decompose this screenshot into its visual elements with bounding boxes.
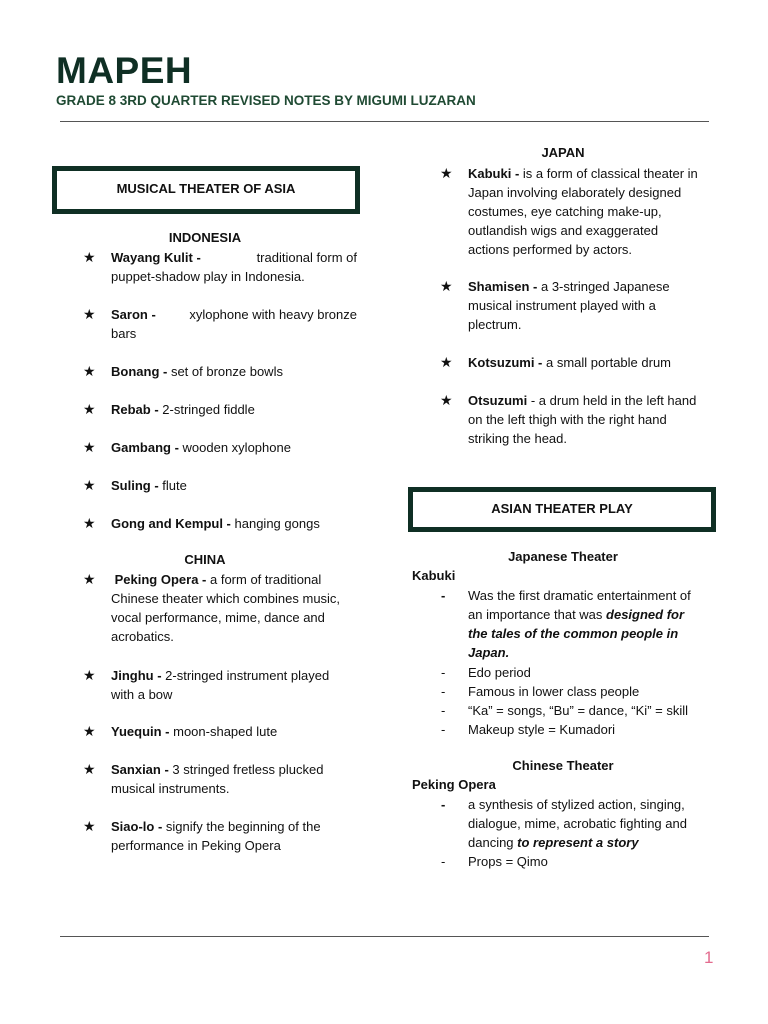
item-term: Otsuzumi [468, 393, 528, 408]
item-text: striking the head. [468, 431, 568, 446]
item-text: set of bronze bowls [170, 364, 283, 379]
star-icon: ★ [83, 249, 96, 265]
star-icon: ★ [83, 401, 96, 417]
item-text: Props = Qimo [468, 854, 548, 869]
chinese-theater-heading: Chinese Theater [512, 758, 614, 773]
page-subtitle: GRADE 8 3RD QUARTER REVISED NOTES BY MIGUMI LUZARAN [56, 93, 476, 108]
item-text: hanging gongs [234, 516, 320, 531]
item-text: plectrum. [468, 317, 522, 332]
item-term: Gong and Kempul - [111, 516, 231, 531]
item-text: actions performed by actors. [468, 242, 633, 257]
list-item [440, 391, 697, 448]
list-item [440, 353, 672, 372]
section-box-title: MUSICAL THEATER OF ASIA [116, 181, 296, 196]
item-term: Yuequin - [111, 724, 170, 739]
item-text: 2-stringed fiddle [162, 402, 255, 417]
item-term: Rebab - [111, 402, 159, 417]
item-text: an importance that was [468, 607, 603, 622]
item-term: Saron - [111, 307, 156, 322]
list-item [83, 438, 291, 457]
item-text: a small portable drum [546, 355, 672, 370]
item-term: Sanxian - [111, 762, 169, 777]
japan-heading: JAPAN [541, 145, 585, 160]
item-text: on the left thigh with the right hand [468, 412, 667, 427]
star-icon: ★ [440, 278, 453, 294]
item-text: moon-shaped lute [173, 724, 278, 739]
item-term: Wayang Kulit - [111, 250, 201, 265]
item-text: xylophone with heavy bronze [189, 307, 357, 322]
list-item [440, 277, 670, 334]
item-term: Kotsuzumi - [468, 355, 543, 370]
dash-bullet: - [441, 854, 446, 869]
list-item [441, 663, 531, 682]
list-item [83, 476, 187, 495]
star-icon: ★ [83, 306, 96, 322]
item-text: vocal performance, mime, dance and [111, 610, 325, 625]
list-item [441, 720, 616, 739]
list-item [440, 164, 698, 259]
item-text: dialogue, mime, acrobatic fighting and [468, 816, 687, 831]
item-emphasis: to represent a story [517, 835, 639, 850]
item-term: Kabuki - [468, 166, 520, 181]
item-emphasis: the tales of the common people in [468, 626, 679, 641]
list-item [83, 722, 278, 741]
list-item [83, 760, 324, 798]
item-text: a synthesis of stylized action, singing, [468, 797, 685, 812]
dash-bullet: - [441, 703, 446, 718]
kabuki-subheading: Kabuki [412, 568, 456, 583]
item-term: Bonang - [111, 364, 168, 379]
japanese-theater-heading: Japanese Theater [508, 549, 618, 564]
item-text: Chinese theater which combines music, [111, 591, 341, 606]
item-term: Shamisen - [468, 279, 538, 294]
item-term: Jinghu - [111, 668, 162, 683]
item-text: performance in Peking Opera [111, 838, 281, 853]
star-icon: ★ [440, 392, 453, 408]
item-text: 3 stringed fretless plucked [172, 762, 324, 777]
section-box-asian-theater [408, 487, 716, 532]
star-icon: ★ [83, 818, 96, 834]
list-item [83, 666, 330, 704]
indonesia-heading: INDONESIA [168, 230, 242, 245]
item-text: 2-stringed instrument played [165, 668, 330, 683]
item-text: wooden xylophone [182, 440, 291, 455]
china-heading: CHINA [184, 552, 226, 567]
star-icon: ★ [83, 667, 96, 683]
item-term: Suling - [111, 478, 159, 493]
item-text: musical instruments. [111, 781, 230, 796]
item-text: with a bow [111, 687, 173, 702]
item-text: costumes, eye catching make-up, [468, 204, 662, 219]
item-text: bars [111, 326, 137, 341]
item-text: is a form of classical theater in [522, 166, 698, 181]
item-text: Japan involving elaborately designed [468, 185, 682, 200]
list-item [441, 682, 640, 701]
item-text: signify the beginning of the [165, 819, 321, 834]
item-text: musical instrument played with a [468, 298, 656, 313]
item-term: Peking Opera - [114, 572, 207, 587]
list-item [441, 795, 687, 852]
item-text: outlandish wigs and exaggerated [468, 223, 659, 238]
item-term: Siao-lo - [111, 819, 163, 834]
peking-opera-subheading: Peking Opera [412, 777, 496, 792]
star-icon: ★ [83, 515, 96, 531]
star-icon: ★ [83, 363, 96, 379]
list-item [441, 586, 691, 662]
item-text: dancing [468, 835, 514, 850]
section-box-title: ASIAN THEATER PLAY [491, 501, 633, 516]
star-icon: ★ [83, 723, 96, 739]
dash-bullet: - [441, 588, 446, 603]
list-item [83, 305, 357, 343]
list-item [83, 570, 361, 646]
list-item [83, 400, 255, 419]
item-text: traditional form of [256, 250, 357, 265]
item-text: Was the first dramatic entertainment of [468, 588, 691, 603]
dash-bullet: - [441, 665, 446, 680]
list-item [441, 852, 548, 871]
star-icon: ★ [83, 571, 96, 587]
item-text: “Ka” = songs, “Bu” = dance, “Ki” = skill [468, 703, 689, 718]
star-icon: ★ [440, 354, 453, 370]
bottom-divider [60, 936, 709, 937]
page-number: 1 [704, 948, 714, 967]
star-icon: ★ [440, 165, 453, 181]
item-emphasis: Japan. [468, 645, 510, 660]
dash-bullet: - [441, 684, 446, 699]
section-box-musical-theater [52, 166, 360, 214]
item-text: a 3-stringed Japanese [540, 279, 670, 294]
item-text: puppet-shadow play in Indonesia. [111, 269, 305, 284]
list-item [83, 248, 357, 286]
item-term: Gambang - [111, 440, 179, 455]
star-icon: ★ [83, 761, 96, 777]
star-icon: ★ [83, 477, 96, 493]
item-text: Edo period [468, 665, 531, 680]
list-item [83, 817, 321, 855]
item-text: Famous in lower class people [468, 684, 640, 699]
item-text: a form of traditional [210, 572, 322, 587]
list-item [83, 362, 283, 381]
page-title: MAPEH [56, 50, 193, 91]
dash-bullet: - [441, 722, 446, 737]
list-item [83, 514, 320, 533]
item-text: flute [162, 478, 187, 493]
list-item [441, 701, 689, 720]
dash-bullet: - [441, 797, 446, 812]
item-text: acrobatics. [111, 629, 174, 644]
star-icon: ★ [83, 439, 96, 455]
item-emphasis: designed for [606, 607, 685, 622]
top-divider [60, 121, 709, 122]
item-text: Makeup style = Kumadori [468, 722, 616, 737]
item-text: - a drum held in the left hand [530, 393, 697, 408]
